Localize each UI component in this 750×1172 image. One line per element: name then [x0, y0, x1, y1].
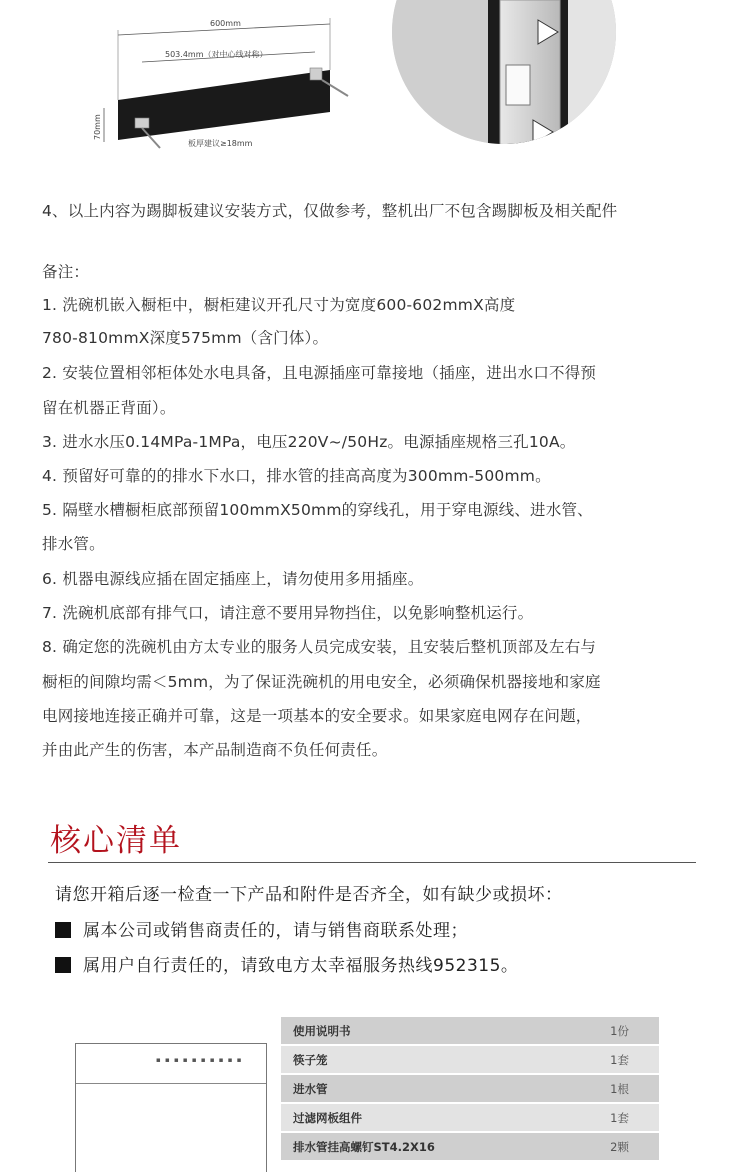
accessory-name: 使用说明书: [293, 1023, 351, 1038]
table-row: [281, 1046, 659, 1073]
note-line: 电网接地连接正确并可靠，这是一项基本的安全要求。如果家庭电网存在问题，: [42, 707, 592, 725]
note-line: 2. 安装位置相邻柜体处水电具备，且电源插座可靠接地（插座，进出水口不得预: [42, 364, 597, 382]
kickboard-dimension-drawing: [80, 0, 380, 170]
table-row: [281, 1104, 659, 1131]
checklist-intro: 请您开箱后逐一检查一下产品和附件是否齐全，如有缺少或损坏：: [55, 885, 563, 905]
note-line: 并由此产生的伤害，本产品制造商不负任何责任。: [42, 741, 388, 759]
accessory-qty: 2颗: [610, 1139, 629, 1154]
center-dimension-label: 503.4mm（对中心线对称）: [165, 50, 268, 59]
note-line: 7. 洗碗机底部有排气口，请注意不要用异物挡住，以免影响整机运行。: [42, 604, 534, 622]
note-line: 8. 确定您的洗碗机由方太专业的服务人员完成安装，且安装后整机顶部及左右与: [42, 638, 597, 656]
height-dimension-label: 70mm: [93, 114, 102, 140]
control-panel: [76, 1044, 266, 1084]
square-bullet-icon: [55, 957, 71, 973]
accessory-name: 筷子笼: [293, 1052, 328, 1067]
detail-zoom-circle: [388, 0, 620, 160]
checklist-bullet-text: 属用户自行责任的，请致电方太幸福服务热线952315。: [83, 956, 519, 976]
note-line: 6. 机器电源线应插在固定插座上，请勿使用多用插座。: [42, 570, 424, 588]
note-line: 1. 洗碗机嵌入橱柜中，橱柜建议开孔尺寸为宽度600-602mmX高度: [42, 296, 516, 314]
accessory-qty: 1份: [610, 1023, 629, 1038]
checklist-bullet-text: 属本公司或销售商责任的，请与销售商联系处理；: [83, 921, 468, 941]
note-line: 5. 隔壁水槽橱柜底部预留100mmX50mm的穿线孔，用于穿电源线、进水管、: [42, 501, 593, 519]
section-title: 核心清单: [50, 823, 182, 859]
table-row: [281, 1133, 659, 1160]
square-bullet-icon: [55, 922, 71, 938]
accessory-name: 进水管: [293, 1081, 328, 1096]
note-line: 780-810mmX深度575mm（含门体）。: [42, 329, 329, 347]
control-buttons-icon: ▪ ▪ ▪ ▪ ▪ ▪ ▪ ▪ ▪ ▪: [156, 1056, 243, 1064]
table-row: [281, 1075, 659, 1102]
checklist-bullet: [55, 951, 518, 976]
table-row: [281, 1017, 659, 1044]
note-line: 排水管。: [42, 535, 105, 553]
section-divider: [48, 862, 696, 863]
accessory-name: 过滤网板组件: [293, 1110, 362, 1125]
accessory-table: [281, 1017, 659, 1162]
accessory-qty: 1套: [610, 1110, 629, 1125]
dishwasher-illustration: [75, 1043, 267, 1172]
note-line: 3. 进水水压0.14MPa-1MPa，电压220V~/50Hz。电源插座规格三孔10A。: [42, 433, 576, 451]
thickness-label: 板厚建议≥18mm: [188, 139, 253, 148]
accessory-qty: 1套: [610, 1052, 629, 1067]
width-dimension-label: 600mm: [210, 19, 241, 28]
accessory-qty: 1根: [610, 1081, 629, 1096]
note-line: 橱柜的间隙均需＜5mm，为了保证洗碗机的用电安全，必须确保机器接地和家庭: [42, 673, 601, 691]
kickboard-note: 4、以上内容为踢脚板建议安装方式，仅做参考，整机出厂不包含踢脚板及相关配件: [42, 202, 618, 220]
installation-diagram: [0, 0, 750, 185]
note-line: 留在机器正背面）。: [42, 399, 176, 417]
accessory-name: 排水管挂高螺钉ST4.2X16: [293, 1139, 435, 1154]
notes-heading: 备注：: [42, 263, 90, 281]
checklist-bullet: [55, 916, 468, 941]
note-line: 4. 预留好可靠的的排水下水口，排水管的挂高高度为300mm-500mm。: [42, 467, 551, 485]
